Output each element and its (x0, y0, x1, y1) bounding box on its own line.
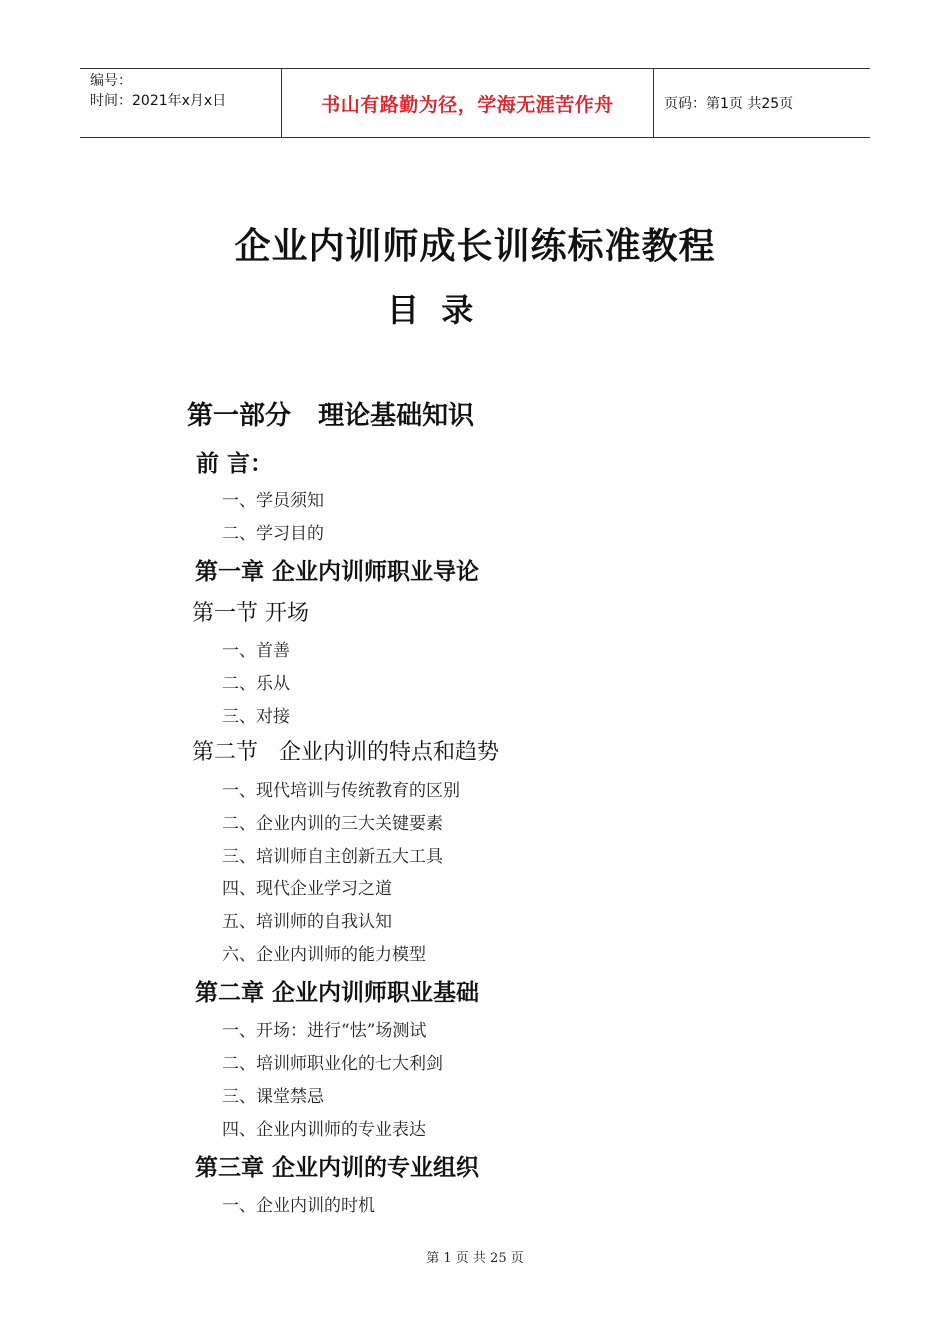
toc-section-2: 第二节 企业内训的特点和趋势 (192, 740, 499, 765)
toc-item: 一、学员须知 (222, 491, 324, 511)
toc-section-1: 第一节 开场 (192, 601, 309, 626)
toc-item: 三、课堂禁忌 (222, 1087, 324, 1107)
toc-preface: 前 言： (196, 451, 274, 477)
toc-item: 二、企业内训的三大关键要素 (222, 814, 443, 834)
toc-chapter-3: 第三章 企业内训的专业组织 (195, 1155, 480, 1181)
page-footer: 第 1 页 共 25 页 (426, 1251, 524, 1266)
number-label: 编号： (90, 73, 132, 89)
toc-item: 六、企业内训师的能力模型 (222, 945, 426, 965)
toc-item: 五、培训师的自我认知 (222, 912, 392, 932)
document-header (80, 68, 870, 138)
time-label: 时间：2021年x月x日 (90, 93, 227, 109)
toc-item: 二、培训师职业化的七大利剑 (222, 1054, 443, 1074)
document-title: 企业内训师成长训练标准教程 (234, 226, 716, 267)
header-motto-cell (281, 69, 654, 137)
toc-item: 三、培训师自主创新五大工具 (222, 847, 443, 867)
toc-item: 一、首善 (222, 641, 290, 661)
motto: 书山有路勤为径，学海无涯苦作舟 (321, 93, 614, 116)
toc-title: 目 录 (387, 291, 474, 329)
header-meta (80, 69, 281, 137)
header-page-cell (654, 69, 870, 137)
toc-item: 三、对接 (222, 707, 290, 727)
toc-item: 一、现代培训与传统教育的区别 (222, 781, 460, 801)
page-info: 页码：第1页 共25页 (664, 96, 794, 112)
toc-item: 二、学习目的 (222, 524, 324, 544)
toc-item: 四、现代企业学习之道 (222, 879, 392, 899)
toc-chapter-1: 第一章 企业内训师职业导论 (195, 559, 480, 585)
toc-item: 一、企业内训的时机 (222, 1196, 375, 1216)
toc-item: 二、乐从 (222, 674, 290, 694)
toc-item: 一、开场：进行“怯”场测试 (222, 1021, 427, 1041)
toc-part-1: 第一部分 理论基础知识 (187, 401, 475, 431)
toc-item: 四、企业内训师的专业表达 (222, 1120, 426, 1140)
toc-chapter-2: 第二章 企业内训师职业基础 (195, 980, 480, 1006)
